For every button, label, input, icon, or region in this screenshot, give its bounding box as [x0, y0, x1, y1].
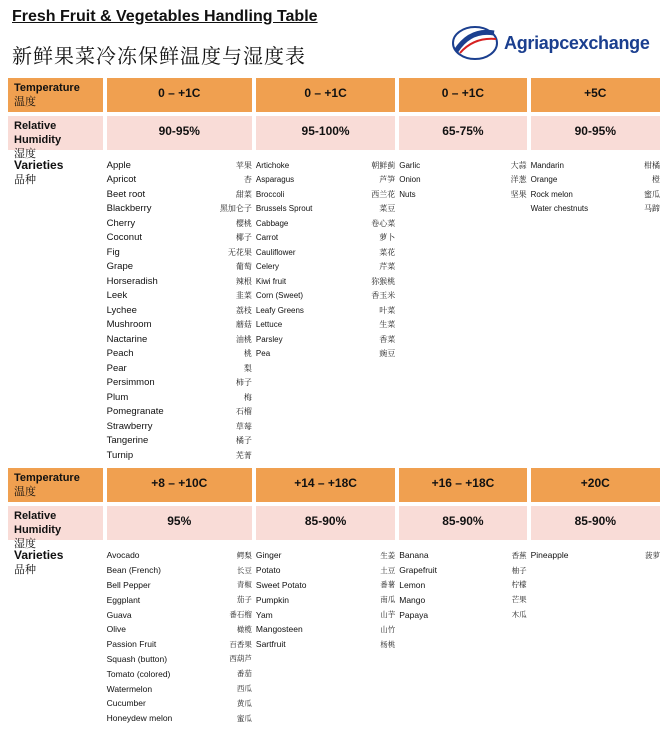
temperature-value: 0 – +1C — [107, 78, 252, 112]
variety-name-en: Coconut — [106, 232, 142, 244]
list-item — [107, 347, 252, 362]
variety-name-en: Mushroom — [106, 319, 152, 331]
variety-name-en: Olive — [106, 624, 126, 635]
list-item — [256, 607, 395, 622]
variety-name-zh: 长豆 — [236, 565, 252, 575]
variety-list — [107, 544, 252, 726]
variety-name-zh: 黑加仑子 — [219, 204, 252, 214]
title-english: Fresh Fruit & Vegetables Handling Table — [12, 8, 318, 25]
variety-name-zh: 橙 — [652, 175, 660, 185]
varieties-label: Varieties 品种 — [14, 158, 64, 186]
variety-name-en: Squash (button) — [106, 653, 168, 664]
list-item — [107, 622, 252, 637]
logo-text: Agriapcexchange — [504, 32, 650, 53]
humidity-label: Relative Humidity 湿度 — [8, 116, 103, 150]
list-item — [107, 260, 252, 275]
variety-name-zh: 豌豆 — [379, 349, 396, 359]
variety-name-en: Horseradish — [106, 275, 158, 287]
variety-name-en: Cherry — [106, 217, 136, 229]
variety-name-zh: 土豆 — [380, 565, 396, 575]
variety-name-en: Apricot — [106, 174, 137, 186]
variety-name-zh: 坚果 — [510, 189, 527, 199]
temperature-value: 0 – +1C — [256, 78, 395, 112]
variety-list — [399, 544, 526, 726]
variety-name-zh: 木瓜 — [511, 610, 527, 620]
list-item — [256, 173, 395, 188]
list-item — [256, 318, 395, 333]
list-item — [531, 173, 660, 188]
variety-name-en: Mandarin — [530, 160, 564, 170]
list-item — [256, 347, 395, 362]
variety-name-en: Mango — [399, 594, 426, 605]
list-item — [107, 681, 252, 696]
humidity-value: 85-90% — [399, 506, 526, 540]
variety-name-en: Cauliflower — [255, 247, 296, 257]
variety-name-en: Blackberry — [106, 203, 152, 215]
temperature-row — [8, 78, 660, 112]
list-item — [256, 274, 395, 289]
list-item — [399, 578, 526, 593]
variety-name-zh: 香玉米 — [371, 291, 396, 301]
variety-list — [531, 154, 660, 463]
variety-name-en: Yam — [255, 609, 273, 620]
variety-name-zh: 菠萝 — [645, 550, 660, 560]
variety-name-en: Sweet Potato — [255, 579, 307, 590]
list-item — [107, 274, 252, 289]
variety-name-en: Apple — [106, 159, 131, 171]
list-item — [107, 711, 252, 726]
variety-name-zh: 芒果 — [511, 595, 527, 605]
variety-name-zh: 柚子 — [511, 565, 527, 575]
list-item — [399, 158, 526, 173]
variety-name-zh: 西兰花 — [371, 189, 396, 199]
variety-name-en: Rock melon — [530, 189, 573, 199]
list-item — [256, 202, 395, 217]
list-item — [399, 607, 526, 622]
variety-name-zh: 鳄梨 — [236, 550, 252, 560]
variety-name-en: Broccoli — [255, 189, 285, 199]
variety-name-zh: 朝鲜蓟 — [371, 160, 396, 170]
temperature-value: +20C — [531, 468, 660, 502]
variety-name-en: Ginger — [255, 550, 282, 561]
variety-name-zh: 黄瓜 — [236, 698, 252, 708]
logo-emblem-icon — [450, 23, 500, 63]
variety-name-zh: 柑橘 — [644, 160, 660, 170]
humidity-row — [8, 116, 660, 160]
variety-name-en: Strawberry — [106, 420, 153, 432]
variety-name-en: Lemon — [399, 579, 426, 590]
temperature-value: +16 – +18C — [399, 468, 526, 502]
variety-name-en: Turnip — [106, 449, 134, 461]
temperature-label: Temperature 温度 — [8, 468, 103, 502]
variety-name-en: Banana — [399, 550, 429, 561]
list-item — [399, 563, 526, 578]
variety-name-zh: 番茄 — [236, 669, 252, 679]
list-item — [107, 563, 252, 578]
variety-name-zh: 菜花 — [379, 247, 396, 257]
list-item — [107, 390, 252, 405]
variety-name-en: Watermelon — [106, 683, 153, 694]
variety-name-en: Pear — [106, 362, 127, 374]
variety-name-en: Papaya — [399, 609, 429, 620]
variety-name-en: Nuts — [399, 189, 416, 199]
list-item — [107, 245, 252, 260]
list-item — [107, 637, 252, 652]
variety-name-zh: 香蕉 — [511, 550, 527, 560]
variety-name-zh: 韭菜 — [235, 291, 252, 301]
variety-list — [107, 154, 252, 463]
variety-name-zh: 卷心菜 — [371, 218, 396, 228]
variety-name-en: Plum — [106, 391, 129, 403]
list-item — [256, 216, 395, 231]
variety-name-zh: 蜜瓜 — [236, 713, 252, 723]
variety-name-zh: 荔枝 — [235, 305, 252, 315]
table-section-1 — [8, 78, 660, 463]
variety-name-zh: 番薯 — [380, 580, 396, 590]
humidity-label: Relative Humidity 湿度 — [8, 506, 103, 540]
variety-name-en: Celery — [255, 262, 280, 272]
variety-name-zh: 橄榄 — [236, 624, 252, 634]
variety-name-en: Honeydew melon — [106, 713, 173, 724]
humidity-value: 85-90% — [256, 506, 395, 540]
variety-name-zh: 芜菁 — [235, 450, 252, 460]
agriapcexchange-logo — [450, 18, 656, 68]
variety-list — [256, 154, 395, 463]
variety-name-zh: 百香果 — [229, 639, 252, 649]
list-item — [107, 448, 252, 463]
list-item — [107, 434, 252, 449]
variety-name-zh: 油桃 — [235, 334, 252, 344]
variety-name-en: Pineapple — [530, 550, 569, 561]
variety-name-zh: 洋葱 — [510, 175, 527, 185]
variety-name-zh: 菜豆 — [379, 204, 396, 214]
variety-name-zh: 马蹄 — [644, 204, 660, 214]
variety-name-en: Asparagus — [255, 175, 295, 185]
list-item — [107, 592, 252, 607]
variety-name-en: Bell Pepper — [106, 579, 151, 590]
variety-name-zh: 大蒜 — [510, 160, 527, 170]
variety-name-zh: 梅 — [243, 392, 252, 402]
list-item — [399, 592, 526, 607]
temperature-value: +5C — [531, 78, 660, 112]
list-item — [256, 548, 395, 563]
temperature-value: +8 – +10C — [107, 468, 252, 502]
list-item — [107, 652, 252, 667]
variety-name-zh: 狝猴桃 — [371, 276, 396, 286]
variety-name-zh: 芦笋 — [379, 175, 396, 185]
variety-name-zh: 草莓 — [235, 421, 252, 431]
variety-name-zh: 山竹 — [380, 624, 396, 634]
varieties-label: Varieties 品种 — [14, 548, 64, 576]
list-item — [107, 202, 252, 217]
variety-name-zh: 杏 — [243, 175, 252, 185]
variety-name-zh: 桃 — [243, 349, 252, 359]
varieties-row — [8, 154, 660, 463]
variety-name-zh: 西瓜 — [236, 684, 252, 694]
variety-name-en: Brussels Sprout — [255, 204, 313, 214]
list-item — [107, 173, 252, 188]
list-item — [107, 216, 252, 231]
variety-name-zh: 樱桃 — [235, 218, 252, 228]
variety-name-en: Carrot — [255, 233, 279, 243]
variety-name-en: Grapefruit — [399, 565, 438, 576]
humidity-value: 95-100% — [256, 116, 395, 150]
variety-name-zh: 无花果 — [227, 247, 252, 257]
humidity-value: 90-95% — [107, 116, 252, 150]
list-item — [107, 318, 252, 333]
variety-name-zh: 甜菜 — [235, 189, 252, 199]
list-item — [256, 245, 395, 260]
variety-name-en: Sartfruit — [255, 639, 286, 650]
list-item — [531, 158, 660, 173]
list-item — [107, 607, 252, 622]
variety-name-en: Onion — [399, 175, 421, 185]
humidity-value: 65-75% — [399, 116, 526, 150]
variety-name-zh: 生姜 — [380, 550, 396, 560]
variety-list — [256, 544, 395, 726]
temperature-label: Temperature 温度 — [8, 78, 103, 112]
variety-name-en: Garlic — [399, 160, 421, 170]
list-item — [107, 548, 252, 563]
variety-name-en: Fig — [106, 246, 120, 258]
temperature-value: 0 – +1C — [399, 78, 526, 112]
variety-name-zh: 茄子 — [236, 595, 252, 605]
humidity-value: 85-90% — [531, 506, 660, 540]
variety-name-en: Water chestnuts — [530, 204, 589, 214]
variety-name-en: Bean (French) — [106, 565, 161, 576]
variety-name-en: Pomegranate — [106, 406, 164, 418]
variety-name-zh: 青椒 — [236, 580, 252, 590]
list-item — [107, 578, 252, 593]
humidity-value: 95% — [107, 506, 252, 540]
variety-name-en: Pea — [255, 349, 271, 359]
list-item — [107, 303, 252, 318]
variety-name-zh: 芹菜 — [379, 262, 396, 272]
variety-name-en: Lychee — [106, 304, 137, 316]
variety-name-zh: 番石榴 — [229, 610, 252, 620]
variety-name-zh: 叶菜 — [379, 305, 396, 315]
list-item — [256, 332, 395, 347]
list-item — [256, 289, 395, 304]
variety-name-zh: 苹果 — [235, 160, 252, 170]
variety-name-zh: 西葫芦 — [229, 654, 252, 664]
variety-name-zh: 葡萄 — [235, 262, 252, 272]
variety-name-en: Orange — [530, 175, 558, 185]
variety-name-en: Beet root — [106, 188, 146, 200]
list-item — [256, 637, 395, 652]
list-item — [399, 173, 526, 188]
temperature-row — [8, 468, 660, 502]
list-item — [107, 289, 252, 304]
list-item — [107, 376, 252, 391]
varieties-row — [8, 544, 660, 726]
list-item — [399, 187, 526, 202]
list-item — [256, 592, 395, 607]
variety-name-en: Lettuce — [255, 320, 283, 330]
list-item — [256, 578, 395, 593]
table-section-2 — [8, 468, 660, 726]
list-item — [107, 231, 252, 246]
list-item — [256, 187, 395, 202]
list-item — [256, 158, 395, 173]
list-item — [107, 187, 252, 202]
variety-name-zh: 柠檬 — [511, 580, 527, 590]
variety-name-en: Parsley — [255, 334, 283, 344]
variety-name-en: Pumpkin — [255, 594, 289, 605]
list-item — [256, 563, 395, 578]
list-item — [107, 405, 252, 420]
list-item — [531, 548, 660, 563]
variety-name-en: Leek — [106, 290, 128, 302]
variety-name-zh: 蜜瓜 — [644, 189, 660, 199]
variety-name-en: Tomato (colored) — [106, 668, 171, 679]
list-item — [107, 361, 252, 376]
list-item — [256, 303, 395, 318]
variety-name-en: Guava — [106, 609, 132, 620]
variety-name-en: Nactarine — [106, 333, 148, 345]
variety-name-en: Eggplant — [106, 594, 141, 605]
variety-name-zh: 山芋 — [380, 610, 396, 620]
variety-name-zh: 辣根 — [235, 276, 252, 286]
variety-name-zh: 香菜 — [379, 334, 396, 344]
variety-name-en: Kiwi fruit — [255, 276, 287, 286]
variety-name-en: Avocado — [106, 550, 140, 561]
humidity-value: 90-95% — [531, 116, 660, 150]
variety-name-en: Corn (Sweet) — [255, 291, 304, 301]
variety-name-en: Persimmon — [106, 377, 155, 389]
temperature-value: +14 – +18C — [256, 468, 395, 502]
list-item — [256, 231, 395, 246]
variety-name-zh: 梨 — [243, 363, 252, 373]
list-item — [107, 666, 252, 681]
variety-name-en: Grape — [106, 261, 134, 273]
variety-name-en: Leafy Greens — [255, 305, 304, 315]
variety-name-en: Passion Fruit — [106, 639, 157, 650]
variety-name-zh: 南瓜 — [380, 595, 396, 605]
variety-name-zh: 萝卜 — [379, 233, 396, 243]
variety-name-en: Mangosteen — [255, 624, 303, 635]
variety-name-zh: 蘑菇 — [235, 320, 252, 330]
list-item — [107, 332, 252, 347]
variety-name-zh: 椰子 — [235, 233, 252, 243]
variety-name-en: Potato — [255, 565, 281, 576]
variety-name-zh: 橘子 — [235, 436, 252, 446]
list-item — [256, 260, 395, 275]
variety-name-zh: 生菜 — [379, 320, 396, 330]
list-item — [107, 419, 252, 434]
variety-name-en: Tangerine — [106, 435, 149, 447]
title-chinese: 新鲜果菜冷冻保鲜温度与湿度表 — [12, 44, 306, 68]
list-item — [107, 696, 252, 711]
list-item — [107, 158, 252, 173]
list-item — [256, 622, 395, 637]
variety-name-zh: 杨桃 — [380, 639, 396, 649]
list-item — [399, 548, 526, 563]
variety-name-en: Artichoke — [255, 160, 290, 170]
variety-list — [399, 154, 526, 463]
variety-name-en: Cabbage — [255, 218, 289, 228]
list-item — [531, 187, 660, 202]
variety-list — [531, 544, 660, 726]
variety-name-zh: 柿子 — [235, 378, 252, 388]
list-item — [531, 202, 660, 217]
variety-name-zh: 石榴 — [235, 407, 252, 417]
variety-name-en: Cucumber — [106, 698, 146, 709]
variety-name-en: Peach — [106, 348, 134, 360]
humidity-row — [8, 506, 660, 550]
